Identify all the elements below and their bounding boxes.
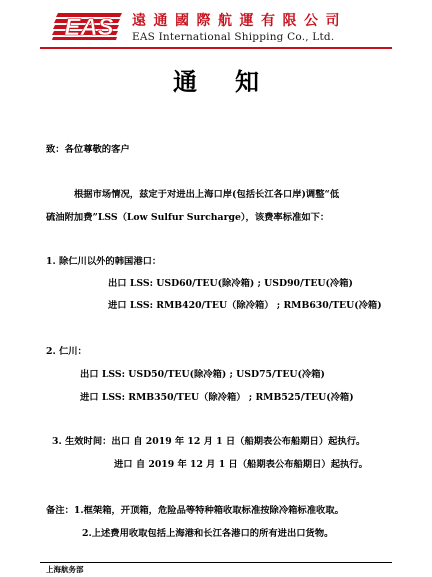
section-1-export-rate: 出口 LSS: USD60/TEU(除冷箱) ; USD90/TEU(冷箱) xyxy=(108,278,353,289)
greeting: 致：各位尊敬的客户 xyxy=(46,144,130,155)
section-2-heading: 2. 仁川： xyxy=(46,346,87,357)
letterhead-divider xyxy=(40,47,392,49)
logo-text: EAS xyxy=(64,14,114,41)
remark-line-1: 备注：1.框架箱，开顶箱，危险品等特种箱收取标准按除冷箱标准收取。 xyxy=(46,505,344,516)
section-2-import-rate: 进口 LSS: RMB350/TEU（除冷箱） ; RMB525/TEU(冷箱) xyxy=(80,392,354,403)
notice-title: 通知 xyxy=(173,67,297,96)
footer-divider xyxy=(40,562,392,563)
company-name-chinese: 遠通國際航運有限公司 xyxy=(132,13,347,29)
section-2-export-rate: 出口 LSS: USD50/TEU(除冷箱) ; USD75/TEU(冷箱) xyxy=(80,369,325,380)
intro-line-1: 根据市场情况，兹定于对进出上海口岸(包括长江各口岸)调整“低 xyxy=(74,189,340,200)
effective-date-export: 3. 生效时间：出口 自 2019 年 12 月 1 日（船期表公布船期日）起执行。 xyxy=(52,436,366,447)
remark-line-2: 2.上述费用收取包括上海港和长江各港口的所有进出口货物。 xyxy=(82,528,334,539)
company-logo xyxy=(52,11,128,41)
company-name-english: EAS International Shipping Co., Ltd. xyxy=(132,31,335,43)
section-1-import-rate: 进口 LSS: RMB420/TEU（除冷箱） ; RMB630/TEU(冷箱) xyxy=(108,300,382,311)
effective-date-import: 进口 自 2019 年 12 月 1 日（船期表公布船期日）起执行。 xyxy=(114,459,368,470)
footer-department: 上海航务部 xyxy=(46,565,84,574)
intro-line-2: 硫油附加费”LSS（Low Sulfur Surcharge），该费率标准如下： xyxy=(46,212,330,223)
section-1-heading: 1. 除仁川以外的韩国港口： xyxy=(46,256,162,267)
